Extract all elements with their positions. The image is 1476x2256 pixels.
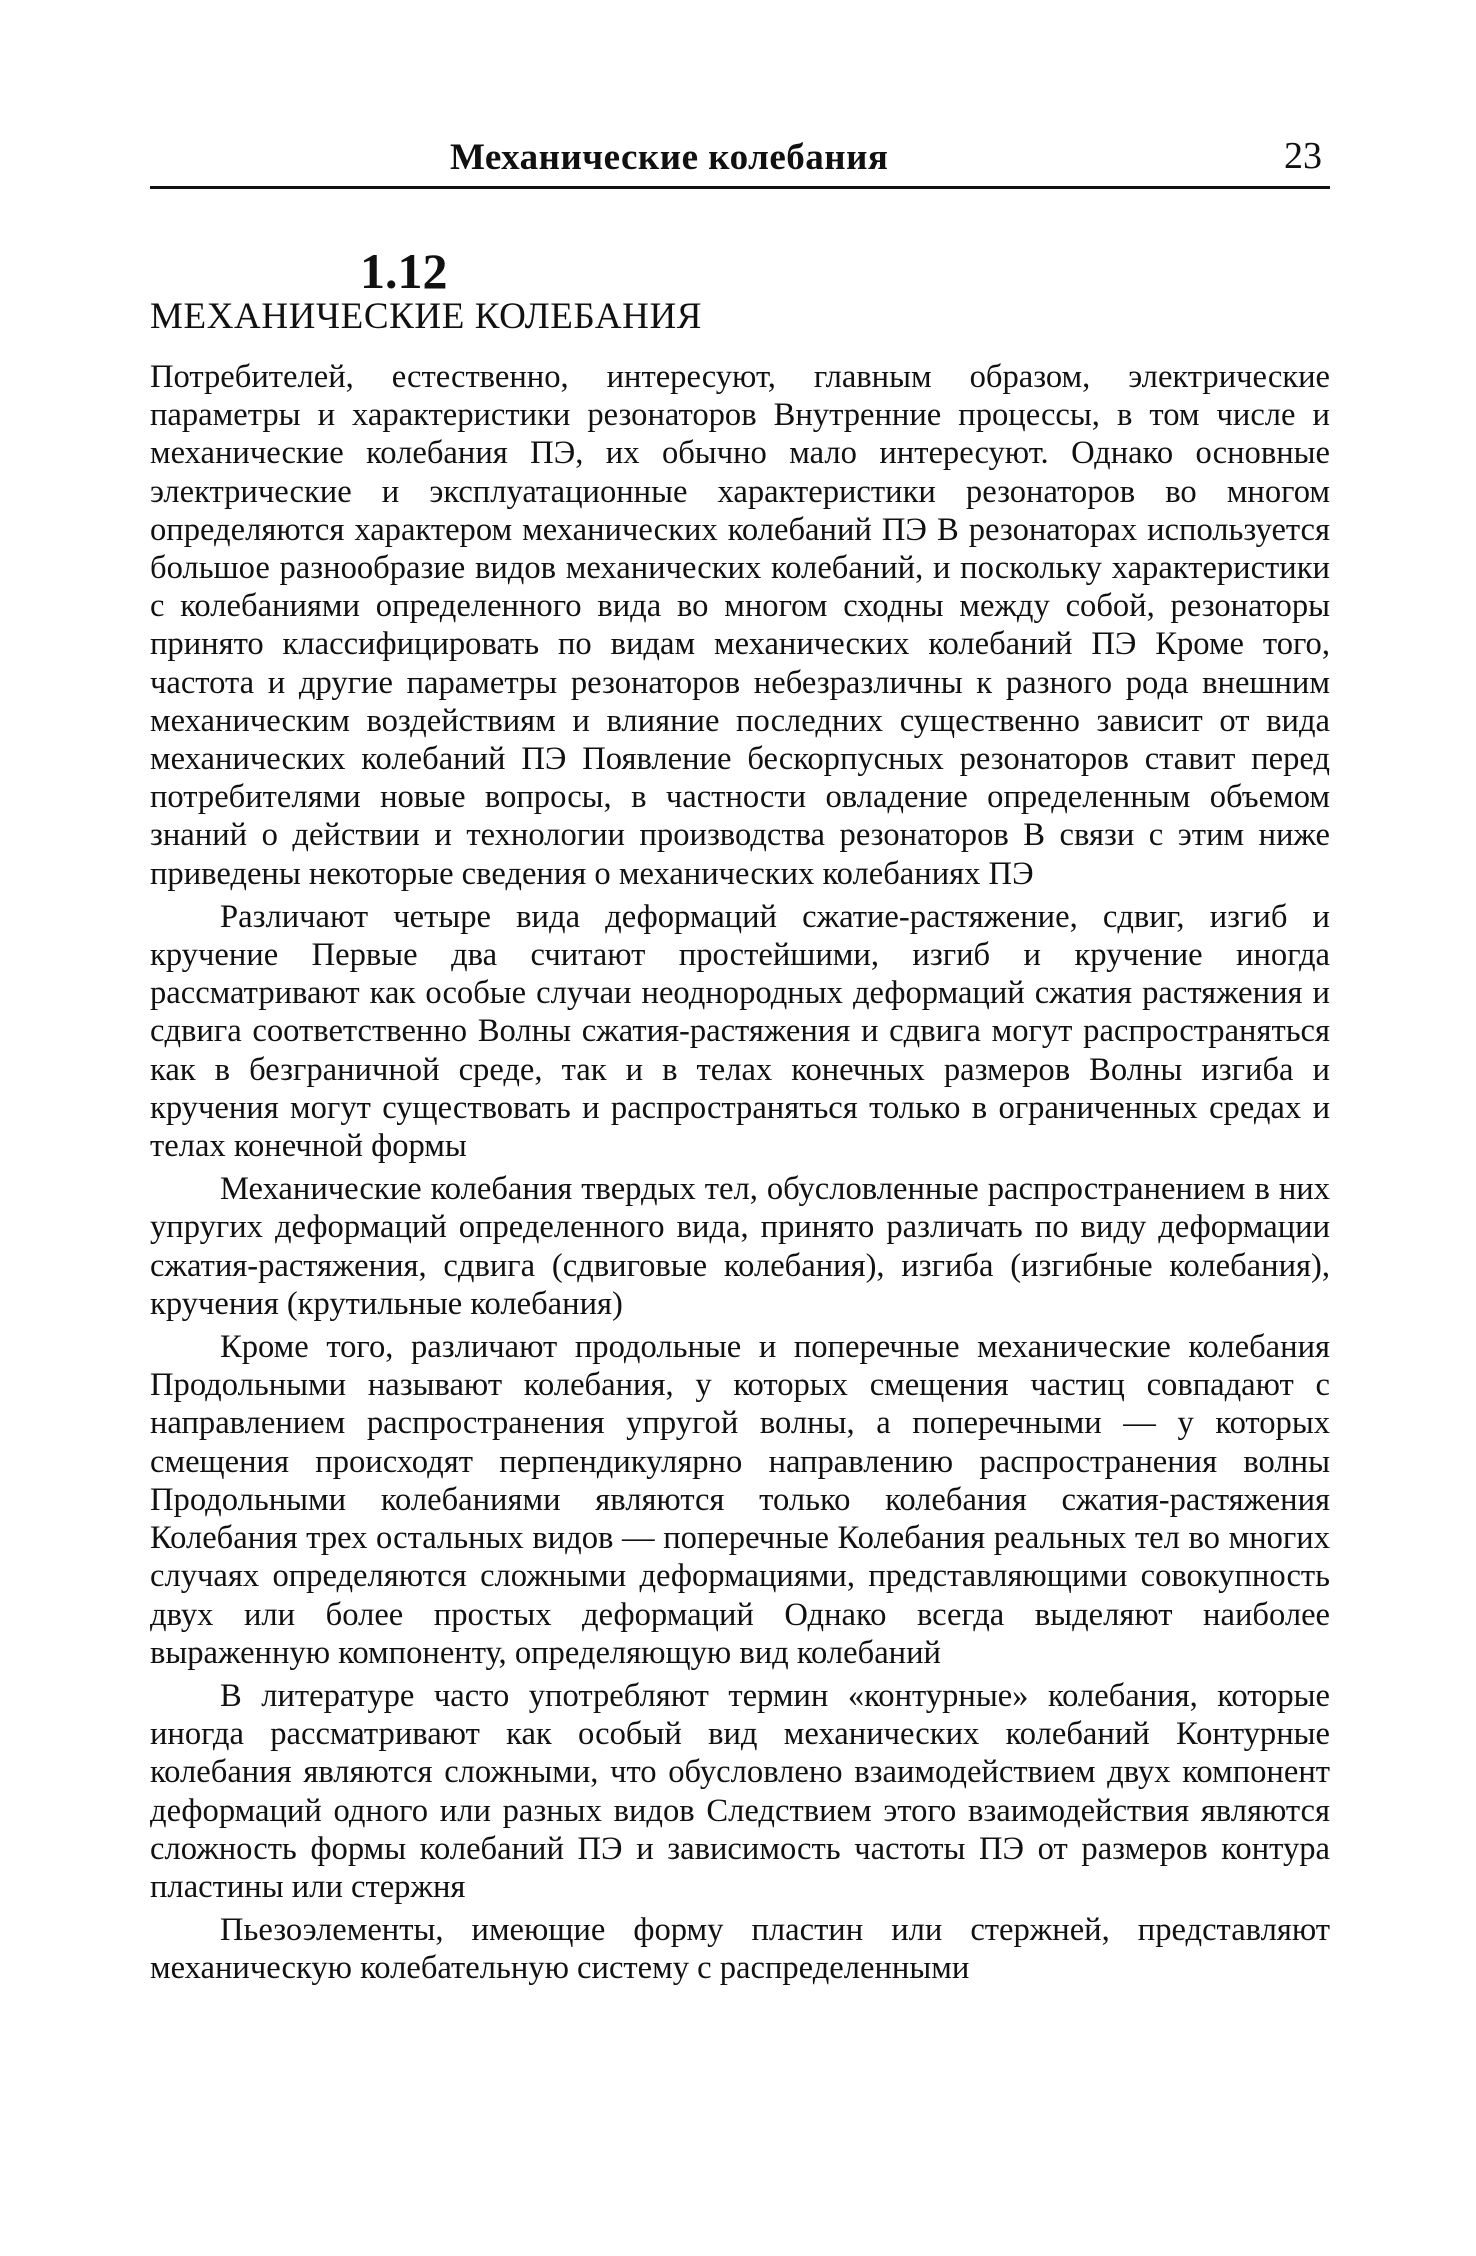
body-text xyxy=(150,358,1330,1993)
book-page xyxy=(150,0,1330,2256)
paragraph-3: Механические колебания твердых тел, обусловленные распространением в них упругих деформаций определенного вида, принято различать по виду деформации сжатия-растяжения, сдвига (сдвиговые колебания), изгиба (изгибные колебания), кручения (крутильные колебания) xyxy=(150,1171,1330,1322)
paragraph-4: Кроме того, различают продольные и поперечные механические колебания Продольными называют колебания, у которых смещения частиц совпадают с направлением распространения упругой волны, а поперечными — у которых смещения происходят перпендикулярно направлению распространения волны Продольными колебаниями являются только колебания сжатия-растяжения Колебания трех остальных видов — поперечные Колебания реальных тел во многих случаях определяются сложными деформациями, представляющими совокупность двух или более простых деформаций Однако всегда выделяют наиболее выраженную компоненту, определяющую вид колебаний xyxy=(150,1329,1330,1671)
running-header xyxy=(150,128,1330,189)
paragraph-6: Пьезоэлементы, имеющие форму пластин или стержней, представляют механическую колебательную систему с распределенными xyxy=(150,1912,1330,1987)
section-number: 1.12 xyxy=(360,243,448,299)
section-title: МЕХАНИЧЕСКИЕ КОЛЕБАНИЯ xyxy=(150,296,703,337)
running-title: Механические колебания xyxy=(450,137,889,178)
paragraph-1: Потребителей, естественно, интересуют, главным образом, электрические параметры и характеристики резонаторов Внутренние процессы, в том числе и механические колебания ПЭ, их обычно мало интересуют. Однако основные электрические и эксплуатационные характеристики резонаторов во многом определяются характером механических колебаний ПЭ В резонаторах используется большое разнообразие видов механических колебаний, и поскольку характеристики с колебаниями определенного вида во многом сходны между собой, резонаторы принято классифицировать по видам механических колебаний ПЭ Кроме того, частота и другие параметры резонаторов небезразличны к разного рода внешним механическим воздействиям и влияние последних существенно зависит от вида механических колебаний ПЭ Появление бескорпусных резонаторов ставит перед потребителями новые вопросы, в частности овладение определенным объемом знаний о действии и технологии производства резонаторов В связи с этим ниже приведены некоторые сведения о механических колебаниях ПЭ xyxy=(150,359,1330,892)
paragraph-5: В литературе часто употребляют термин «контурные» колебания, которые иногда рассматривают как особый вид механических колебаний Контурные колебания являются сложными, что обусловлено взаимодействием двух компонент деформаций одного или разных видов Следствием этого взаимодействия являются сложность формы колебаний ПЭ и зависимость частоты ПЭ от размеров контура пластины или стержня xyxy=(150,1677,1330,1905)
page-number: 23 xyxy=(1284,135,1322,177)
paragraph-2: Различают четыре вида деформаций сжатие-растяжение, сдвиг, изгиб и кручение Первые два считают простейшими, изгиб и кручение иногда рассматривают как особые случаи неоднородных деформаций сжатия растяжения и сдвига соответственно Волны сжатия-растяжения и сдвига могут распространяться как в безграничной среде, так и в телах конечных размеров Волны изгиба и кручения могут существовать и распространяться только в ограниченных средах и телах конечной формы xyxy=(150,898,1330,1165)
